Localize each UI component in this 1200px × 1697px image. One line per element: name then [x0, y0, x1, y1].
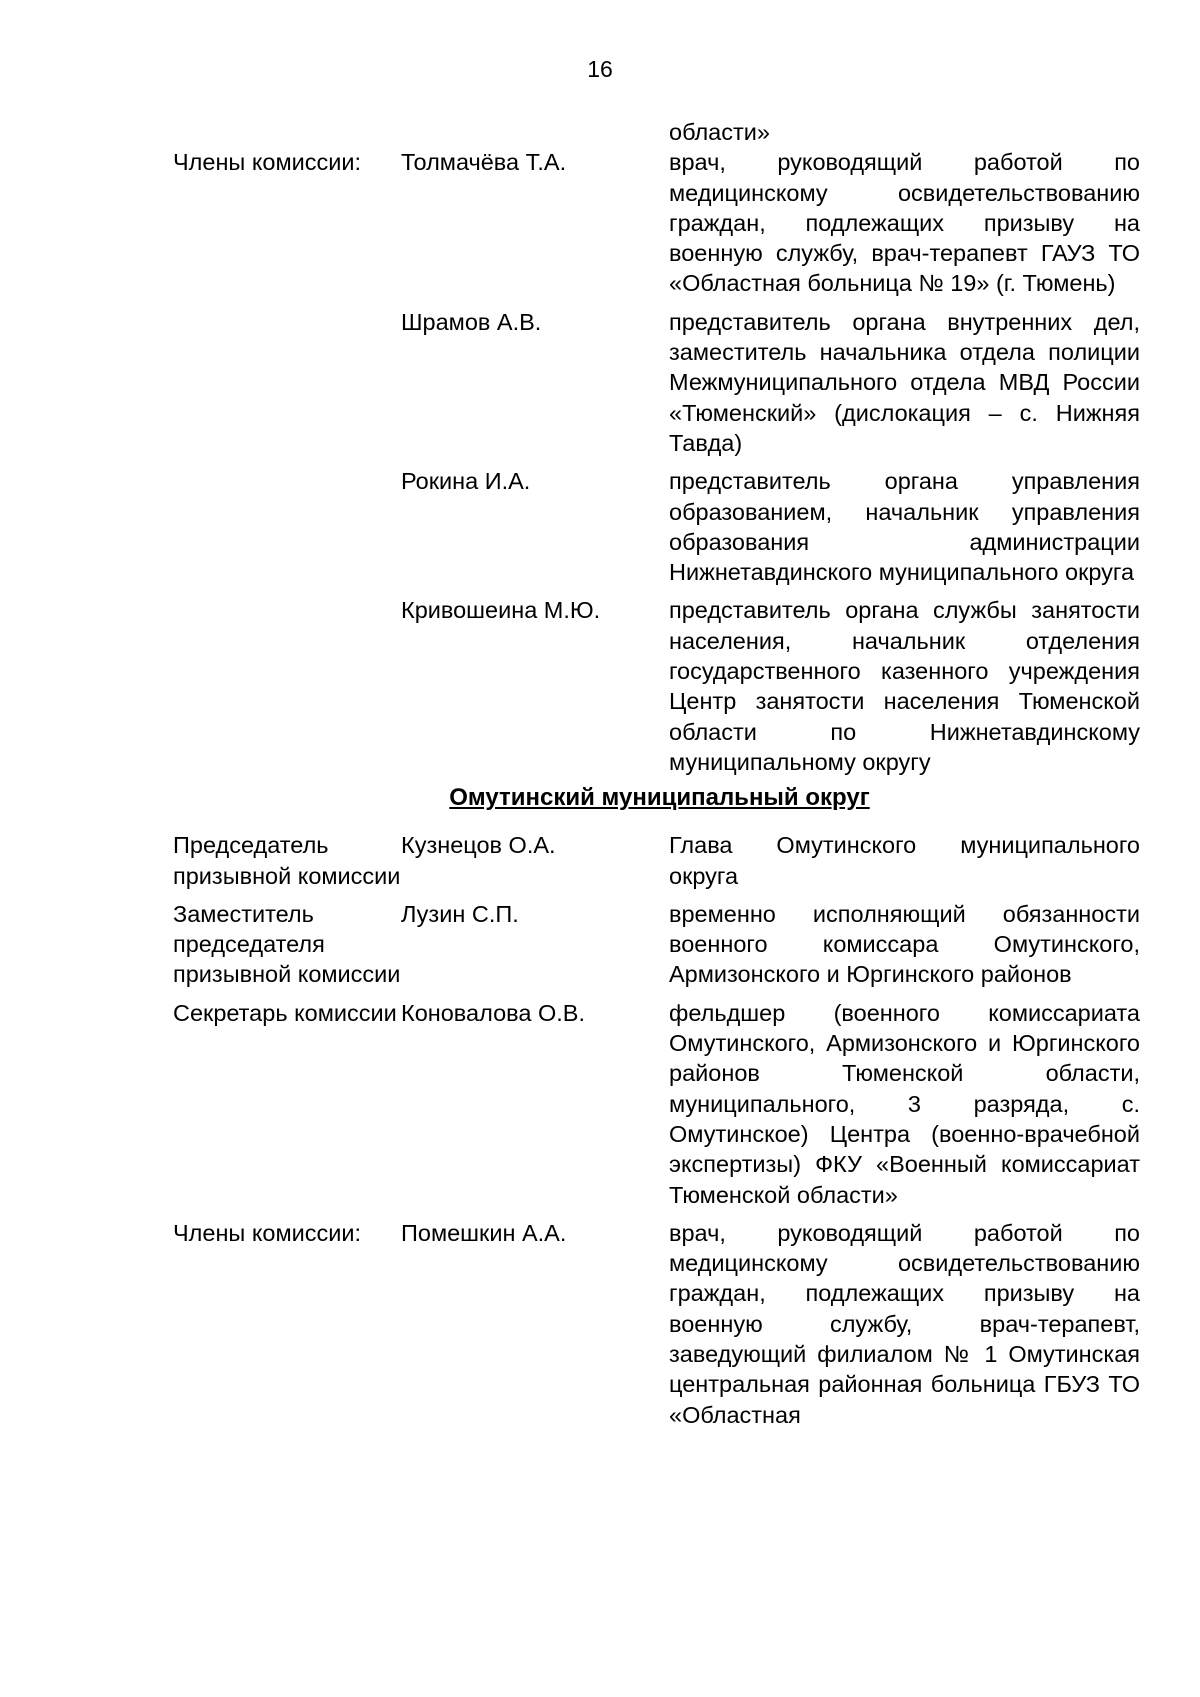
continuation-text: области»: [669, 119, 770, 145]
member-row: [173, 595, 1140, 777]
description-cell: представитель органа управления образованием, начальник управления образования администрации Нижнетавдинского муниципального округа: [669, 468, 1140, 586]
name-cell: Рокина И.А.: [401, 468, 531, 495]
name-cell: Шрамов А.В.: [401, 308, 542, 335]
name-cell: Кривошеина М.Ю.: [401, 597, 601, 624]
description-cell: представитель органа службы занятости населения, начальник отделения государственного казенного учреждения Центр занятости населения Тюменской области по Нижнетавдинскому муниципальному округу: [669, 597, 1140, 775]
member-row: [173, 147, 1140, 298]
description-cell: врач, руководящий работой по медицинскому освидетельствованию граждан, подлежащих призыву на военную службу, врач-терапевт, заведующий филиалом № 1 Омутинская центральная районная больница ГБУЗ ТО «Областная: [669, 1219, 1140, 1428]
role-cell: Председатель призывной комиссии: [173, 832, 401, 889]
role-cell: Члены комиссии:: [173, 1219, 362, 1246]
description-cell: временно исполняющий обязанности военного комиссара Омутинского, Армизонского и Юргинского районов: [669, 900, 1140, 988]
member-row: [173, 899, 1140, 990]
member-row: [173, 998, 1140, 1210]
member-row: [173, 307, 1140, 458]
role-cell: Члены комиссии:: [173, 149, 362, 176]
name-cell: Толмачёва Т.А.: [401, 149, 567, 176]
continuation-row: [173, 117, 1140, 147]
description-cell: врач, руководящий работой по медицинскому освидетельствованию граждан, подлежащих призыву на военную службу, врач-терапевт ГАУЗ ТО «Областная больница № 19» (г. Тюмень): [669, 149, 1140, 297]
name-cell: Лузин С.П.: [401, 900, 519, 927]
role-cell: Секретарь комиссии: [173, 999, 397, 1026]
member-row: [173, 830, 1140, 891]
name-cell: Кузнецов О.А.: [401, 832, 556, 859]
description-cell: представитель органа внутренних дел, заместитель начальника отдела полиции Межмуниципального отдела МВД России «Тюменский» (дислокация – с. Нижняя Тавда): [669, 308, 1140, 456]
role-cell: Заместитель председателя призывной комиссии: [173, 900, 401, 988]
description-cell: фельдшер (военного комиссариата Омутинского, Армизонского и Юргинского районов Тюменской области, муниципального, 3 разряда, с. Омутинское) Центра (военно-врачебной экспертизы) ФКУ «Военный комиссариат Тюменской области»: [669, 999, 1140, 1208]
member-row: [173, 1218, 1140, 1430]
commission-list: [173, 117, 1140, 1430]
name-cell: Помешкин А.А.: [401, 1219, 567, 1246]
page-number: 16: [587, 56, 613, 82]
description-cell: Глава Омутинского муниципального округа: [669, 832, 1140, 889]
section-heading: Омутинский муниципальный округ: [449, 784, 870, 812]
member-row: [173, 466, 1140, 587]
name-cell: Коновалова О.В.: [401, 999, 585, 1026]
